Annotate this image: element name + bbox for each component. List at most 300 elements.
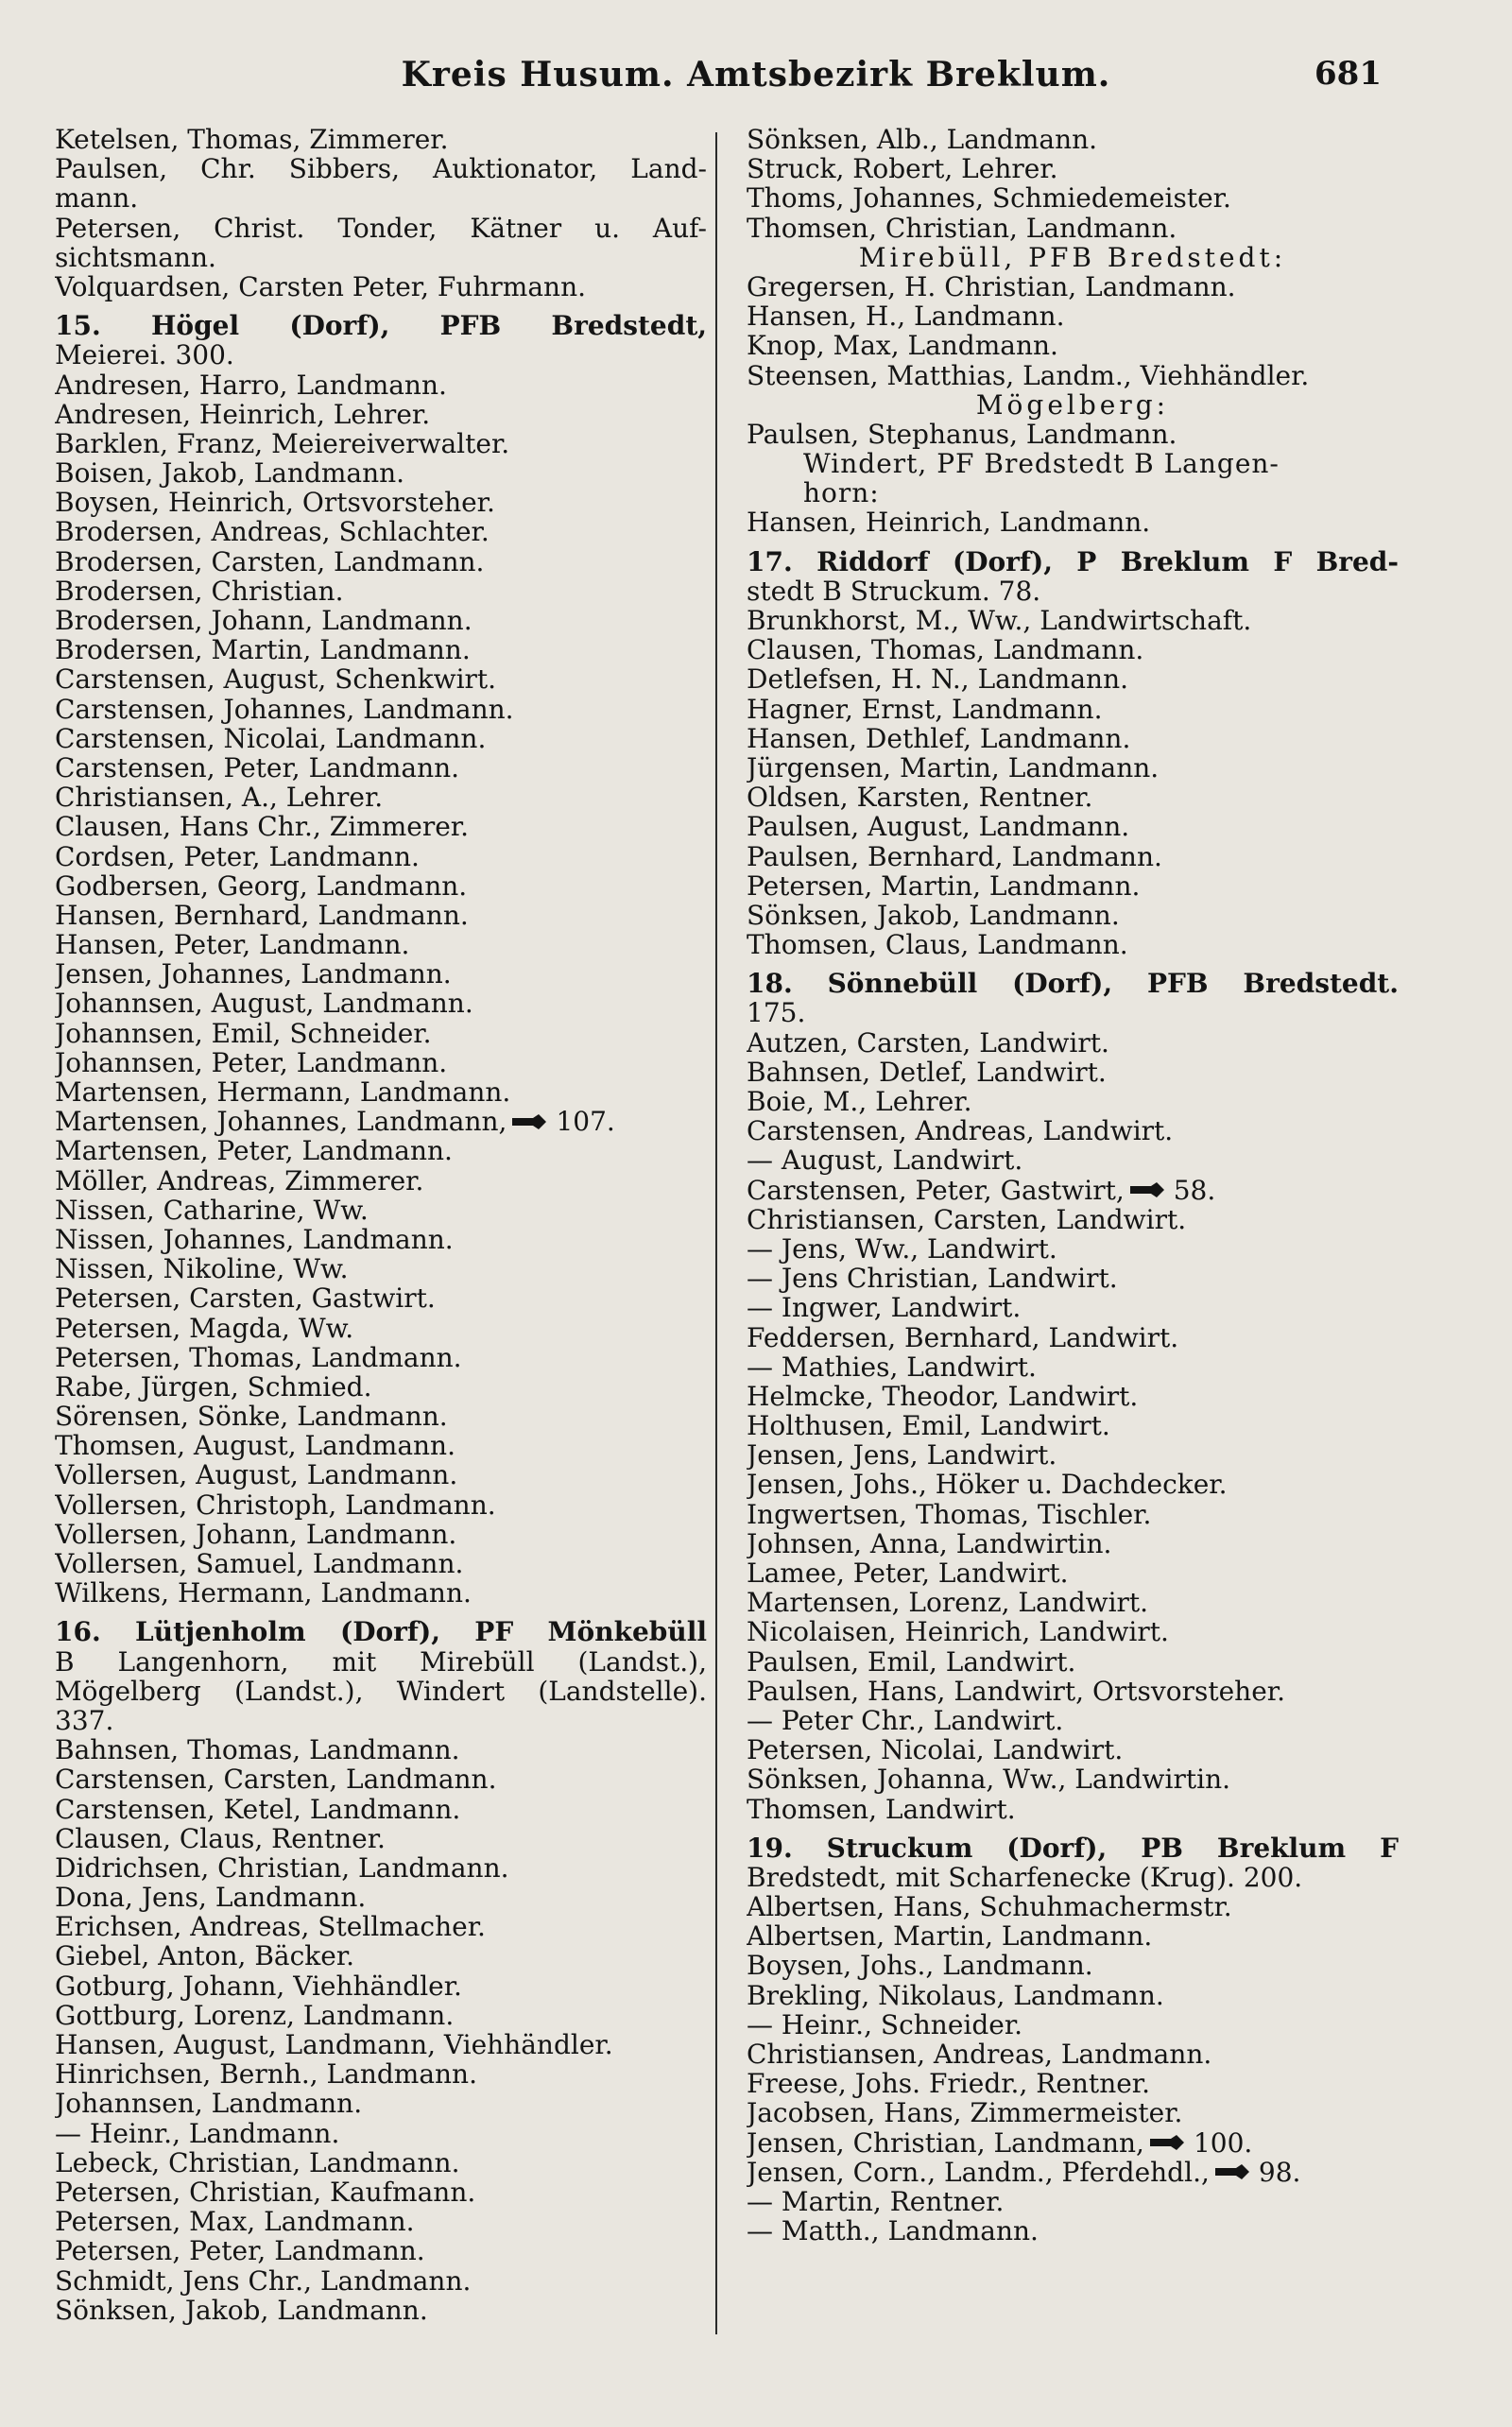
- directory-entry: [55, 1343, 707, 1372]
- entry-text: Brodersen, Martin, Landmann.: [55, 635, 471, 665]
- entry-text: Nissen, Johannes, Landmann.: [55, 1224, 454, 1255]
- entry-text: — Jens, Ww., Landwirt.: [747, 1233, 1057, 1265]
- directory-entry: [55, 1795, 707, 1824]
- entry-text: Christiansen, Carsten, Landwirt.: [747, 1204, 1187, 1234]
- entry-text: Jürgensen, Martin, Landmann.: [747, 752, 1160, 783]
- entry-text: Nissen, Nikoline, Ww.: [55, 1254, 349, 1284]
- directory-entry: [55, 1764, 707, 1794]
- subsection-heading: [747, 478, 1399, 508]
- entry-text: Autzen, Carsten, Landwirt.: [747, 1027, 1109, 1058]
- entry-text: 18. Sönnebüll (Dorf), PFB Bredstedt.: [747, 969, 1399, 999]
- section-heading: [55, 311, 707, 340]
- directory-entry: [55, 2296, 707, 2325]
- entry-text: Struck, Robert, Lehrer.: [747, 154, 1058, 184]
- directory-entry: [55, 1460, 707, 1489]
- directory-entry: [55, 842, 707, 871]
- directory-entry: [747, 1921, 1399, 1951]
- directory-entry: [747, 577, 1399, 606]
- entry-text: Christiansen, A., Lehrer.: [55, 783, 384, 813]
- entry-text: Hansen, H., Landmann.: [747, 301, 1065, 332]
- directory-entry: [747, 871, 1399, 901]
- entry-text: Sörensen, Sönke, Landmann.: [55, 1402, 448, 1432]
- directory-entry: [55, 2177, 707, 2207]
- entry-text: Clausen, Claus, Rentner.: [55, 1823, 386, 1853]
- directory-entry: [55, 154, 707, 183]
- directory-entry: [55, 664, 707, 694]
- entry-text: Rabe, Jürgen, Schmied.: [55, 1371, 372, 1403]
- entry-text: — August, Landwirt.: [747, 1145, 1023, 1176]
- directory-entry: [747, 1647, 1399, 1677]
- directory-entry: [747, 2010, 1399, 2040]
- entry-text: Albertsen, Hans, Schuhmachermstr.: [747, 1892, 1232, 1922]
- entry-text: — Heinr., Landmann.: [55, 2118, 340, 2148]
- directory-entry: [747, 214, 1399, 243]
- entry-text: Ketelsen, Thomas, Zimmerer.: [55, 125, 449, 155]
- entry-text: Nicolaisen, Heinrich, Landwirt.: [747, 1617, 1169, 1647]
- directory-entry: [55, 547, 707, 577]
- directory-entry: [747, 753, 1399, 783]
- directory-entry: [747, 1500, 1399, 1529]
- directory-entry: [747, 1892, 1399, 1921]
- telephone-hand-icon: [1213, 2163, 1251, 2180]
- subsection-heading: [747, 390, 1399, 420]
- entry-text: Bredstedt, mit Scharfenecke (Krug). 200.: [747, 1862, 1303, 1893]
- directory-entry: [55, 1578, 707, 1608]
- column-divider: [715, 132, 717, 2334]
- directory-entry: [55, 753, 707, 783]
- entry-text: Thomsen, Christian, Landmann.: [747, 213, 1177, 243]
- entry-text: Steensen, Matthias, Landm., Viehhändler.: [747, 360, 1310, 390]
- directory-entry: [55, 2266, 707, 2296]
- entry-text: Schmidt, Jens Chr., Landmann.: [55, 2265, 472, 2296]
- entry-text: Petersen, Carsten, Gastwirt.: [55, 1283, 436, 1314]
- telephone-number: 107.: [556, 1107, 615, 1137]
- entry-text: B Langenhorn, mit Mirebüll (Landst.),: [55, 1646, 707, 1677]
- entry-text: Vollersen, August, Landmann.: [55, 1460, 458, 1490]
- entry-text: — Matth., Landmann.: [747, 2216, 1039, 2246]
- directory-entry: [747, 1617, 1399, 1646]
- directory-entry: [55, 2236, 707, 2265]
- directory-entry: [55, 1048, 707, 1077]
- entry-text: Knop, Max, Landmann.: [747, 331, 1058, 361]
- telephone-number: 58.: [1173, 1175, 1216, 1205]
- entry-text: Hagner, Ernst, Landmann.: [747, 694, 1103, 724]
- directory-entry: [747, 331, 1399, 360]
- entry-text: Andresen, Heinrich, Lehrer.: [55, 399, 431, 429]
- directory-entry: [747, 2128, 1399, 2158]
- entry-text: Giebel, Anton, Bäcker.: [55, 1941, 355, 1971]
- directory-entry: [55, 1254, 707, 1283]
- directory-entry: [55, 370, 707, 400]
- entry-text: Thomsen, Landwirt.: [747, 1794, 1016, 1824]
- directory-entry: [747, 1293, 1399, 1322]
- entry-text: Brunkhorst, M., Ww., Landwirtschaft.: [747, 606, 1252, 636]
- directory-entry: [747, 812, 1399, 841]
- section-spacer: [55, 301, 707, 311]
- directory-entry: [747, 1863, 1399, 1892]
- entry-text: Freese, Johs. Friedr., Rentner.: [747, 2069, 1150, 2099]
- directory-entry: [747, 606, 1399, 635]
- directory-entry: [747, 1529, 1399, 1558]
- entry-text: Paulsen, Emil, Landwirt.: [747, 1646, 1076, 1677]
- entry-text: Didrichsen, Christian, Landmann.: [55, 1852, 509, 1884]
- directory-entry: [747, 1981, 1399, 2010]
- entry-text: Thomsen, August, Landmann.: [55, 1431, 455, 1461]
- directory-entry: [55, 1853, 707, 1883]
- directory-entry: [55, 243, 707, 272]
- entry-text: 16. Lütjenholm (Dorf), PF Mönkebüll: [55, 1617, 707, 1647]
- telephone-hand-icon: [1148, 2134, 1186, 2151]
- directory-entry: [747, 272, 1399, 301]
- entry-text: — Jens Christian, Landwirt.: [747, 1264, 1118, 1294]
- telephone-hand-icon: [510, 1113, 548, 1130]
- directory-entry: [747, 2158, 1399, 2187]
- directory-entry: [55, 1136, 707, 1165]
- entry-text: Thomsen, Claus, Landmann.: [747, 930, 1128, 960]
- directory-entry: [55, 1677, 707, 1706]
- directory-entry: [747, 1087, 1399, 1116]
- subsection-heading: [747, 243, 1399, 272]
- directory-entry: [747, 635, 1399, 664]
- entry-text: Godbersen, Georg, Landmann.: [55, 870, 468, 901]
- entry-text: Barklen, Franz, Meiereiverwalter.: [55, 428, 510, 459]
- directory-entry: [747, 1795, 1399, 1824]
- page-number: 681: [1314, 55, 1382, 93]
- telephone-number: 100.: [1193, 2127, 1253, 2158]
- page-title: Kreis Husum. Amtsbezirk Breklum.: [401, 55, 1111, 95]
- directory-entry: [55, 2148, 707, 2177]
- directory-entry: [747, 1145, 1399, 1175]
- entry-text: Sönksen, Alb., Landmann.: [747, 125, 1098, 155]
- directory-entry: [747, 695, 1399, 724]
- directory-entry: [55, 606, 707, 635]
- directory-entry: [55, 1283, 707, 1313]
- entry-text: Brekling, Nikolaus, Landmann.: [747, 1980, 1164, 2010]
- entry-text: Hansen, August, Landmann, Viehhändler.: [55, 2030, 613, 2060]
- directory-entry: [55, 340, 707, 370]
- entry-text: — Heinr., Schneider.: [747, 2009, 1023, 2040]
- directory-entry: [55, 812, 707, 841]
- entry-text: Carstensen, August, Schenkwirt.: [55, 664, 497, 695]
- entry-text: Petersen, Christ. Tonder, Kätner u. Auf-: [55, 213, 707, 243]
- entry-text: Jensen, Johs., Höker u. Dachdecker.: [747, 1470, 1228, 1500]
- directory-entry: [55, 1941, 707, 1971]
- directory-entry: [747, 2069, 1399, 2098]
- entry-text: Petersen, Max, Landmann.: [55, 2207, 415, 2237]
- entry-text: 19. Struckum (Dorf), PB Breklum F: [747, 1833, 1399, 1863]
- entry-text: Ingwertsen, Thomas, Tischler.: [747, 1499, 1152, 1529]
- directory-entry: [747, 2216, 1399, 2246]
- entry-text: Boysen, Heinrich, Ortsvorsteher.: [55, 488, 495, 518]
- directory-entry: [747, 1764, 1399, 1794]
- section-heading: [747, 1833, 1399, 1863]
- directory-entry: [747, 1028, 1399, 1058]
- section-heading: [747, 547, 1399, 577]
- section-heading: [55, 1617, 707, 1646]
- directory-entry: [55, 517, 707, 546]
- directory-entry: [747, 1706, 1399, 1735]
- directory-entry: [55, 183, 707, 213]
- entry-text: — Peter Chr., Landwirt.: [747, 1705, 1064, 1736]
- directory-entry: [55, 1883, 707, 1912]
- entry-text: Brodersen, Carsten, Landmann.: [55, 546, 485, 577]
- entry-text: Gottburg, Lorenz, Landmann.: [55, 2000, 455, 2030]
- entry-text: sichtsmann.: [55, 242, 216, 272]
- directory-entry: [55, 930, 707, 959]
- directory-entry: [55, 959, 707, 989]
- entry-text: Johannsen, Peter, Landmann.: [55, 1047, 448, 1077]
- directory-entry: [55, 1402, 707, 1431]
- entry-text: Thoms, Johannes, Schmiedemeister.: [747, 183, 1231, 214]
- directory-entry: [55, 989, 707, 1018]
- entry-text: Petersen, Peter, Landmann.: [55, 2236, 425, 2266]
- directory-entry: [55, 1166, 707, 1196]
- directory-entry: [747, 783, 1399, 812]
- entry-text: Hinrichsen, Bernh., Landmann.: [55, 2059, 477, 2090]
- directory-entry: [747, 301, 1399, 331]
- entry-text: Holthusen, Emil, Landwirt.: [747, 1411, 1110, 1441]
- entry-text: Volquardsen, Carsten Peter, Fuhrmann.: [55, 271, 586, 302]
- directory-entry: [55, 2207, 707, 2236]
- entry-text: Boysen, Johs., Landmann.: [747, 1951, 1093, 1981]
- entry-text: Hansen, Peter, Landmann.: [55, 930, 410, 960]
- directory-entry: [55, 1520, 707, 1549]
- section-spacer: [747, 1824, 1399, 1833]
- entry-text: Helmcke, Theodor, Landwirt.: [747, 1381, 1139, 1412]
- directory-entry: [55, 1314, 707, 1343]
- entry-text: Jensen, Jens, Landwirt.: [747, 1440, 1057, 1471]
- entry-text: Jensen, Corn., Landm., Pferdehdl.,: [747, 2157, 1210, 2187]
- directory-entry: [55, 1706, 707, 1735]
- left-column: [55, 125, 707, 2325]
- entry-text: Bahnsen, Thomas, Landmann.: [55, 1735, 460, 1765]
- directory-entry: [747, 361, 1399, 390]
- directory-entry: [747, 1176, 1399, 1205]
- directory-entry: [55, 1196, 707, 1225]
- entry-text: Christiansen, Andreas, Landmann.: [747, 2040, 1212, 2070]
- directory-entry: [55, 1735, 707, 1764]
- directory-entry: [747, 1352, 1399, 1382]
- directory-entry: [55, 1019, 707, 1048]
- entry-text: stedt B Struckum. 78.: [747, 576, 1041, 606]
- entry-text: Martensen, Johannes, Landmann,: [55, 1107, 507, 1137]
- entry-text: Petersen, Martin, Landmann.: [747, 870, 1141, 901]
- entry-text: Cordsen, Peter, Landmann.: [55, 841, 420, 871]
- entry-text: Wilkens, Hermann, Landmann.: [55, 1578, 472, 1609]
- entry-text: Feddersen, Bernhard, Landwirt.: [747, 1322, 1179, 1352]
- entry-text: 337.: [55, 1705, 114, 1736]
- entry-text: Johannsen, August, Landmann.: [55, 989, 473, 1019]
- directory-entry: [55, 272, 707, 301]
- entry-text: Petersen, Magda, Ww.: [55, 1313, 354, 1343]
- entry-text: Paulsen, Stephanus, Landmann.: [747, 419, 1177, 450]
- entry-text: Hansen, Dethlef, Landmann.: [747, 723, 1131, 753]
- entry-text: Martensen, Lorenz, Landwirt.: [747, 1588, 1149, 1618]
- directory-entry: [747, 1116, 1399, 1145]
- directory-entry: [55, 125, 707, 154]
- entry-text: Lebeck, Christian, Landmann.: [55, 2147, 460, 2177]
- directory-entry: [55, 400, 707, 429]
- entry-text: Hansen, Bernhard, Landmann.: [55, 900, 469, 931]
- entry-text: Carstensen, Peter, Gastwirt,: [747, 1175, 1125, 1205]
- entry-text: Sönksen, Johanna, Ww., Landwirtin.: [747, 1764, 1230, 1795]
- directory-entry: [55, 429, 707, 458]
- entry-text: Paulsen, Bernhard, Landmann.: [747, 841, 1162, 871]
- directory-entry: [747, 724, 1399, 753]
- directory-entry: [747, 1205, 1399, 1234]
- entry-text: Carstensen, Andreas, Landwirt.: [747, 1116, 1174, 1146]
- directory-entry: [55, 577, 707, 606]
- entry-text: horn:: [803, 478, 880, 508]
- directory-entry: [55, 783, 707, 812]
- directory-entry: [747, 1558, 1399, 1588]
- directory-entry: [747, 664, 1399, 694]
- section-spacer: [55, 1608, 707, 1617]
- directory-entry: [55, 2119, 707, 2148]
- section-spacer: [747, 959, 1399, 969]
- entry-text: Mögelberg:: [975, 389, 1170, 420]
- directory-entry: [747, 1323, 1399, 1352]
- directory-entry: [55, 1372, 707, 1402]
- directory-entry: [55, 1225, 707, 1254]
- directory-entry: [747, 1411, 1399, 1440]
- entry-text: Vollersen, Samuel, Landmann.: [55, 1549, 464, 1579]
- directory-entry: [55, 214, 707, 243]
- entry-text: Carstensen, Carsten, Landmann.: [55, 1764, 497, 1795]
- directory-entry: [747, 1382, 1399, 1411]
- entry-text: Mirebüll, PFB Bredstedt:: [858, 242, 1287, 272]
- directory-entry: [747, 125, 1399, 154]
- entry-text: Hansen, Heinrich, Landmann.: [747, 508, 1151, 538]
- telephone-number: 98.: [1258, 2157, 1301, 2187]
- directory-entry: [747, 1470, 1399, 1499]
- directory-entry: [747, 1234, 1399, 1264]
- entry-text: Sönksen, Jakob, Landmann.: [747, 900, 1120, 931]
- entry-text: Martensen, Hermann, Landmann.: [55, 1077, 511, 1108]
- entry-text: Windert, PF Bredstedt B Langen-: [803, 449, 1280, 479]
- directory-entry: [55, 724, 707, 753]
- section-spacer: [747, 538, 1399, 547]
- entry-text: Johannsen, Landmann.: [55, 2089, 363, 2119]
- entry-text: Erichsen, Andreas, Stellmacher.: [55, 1912, 486, 1942]
- entry-text: Boisen, Jakob, Landmann.: [55, 458, 405, 489]
- entry-text: Jacobsen, Hans, Zimmermeister.: [747, 2098, 1183, 2128]
- entry-text: Jensen, Christian, Landmann,: [747, 2127, 1144, 2158]
- telephone-hand-icon: [1128, 1181, 1166, 1198]
- directory-entry: [747, 930, 1399, 959]
- directory-entry: [747, 154, 1399, 183]
- directory-entry: [55, 458, 707, 488]
- entry-text: Detlefsen, H. N., Landmann.: [747, 664, 1129, 695]
- directory-entry: [747, 1677, 1399, 1706]
- directory-entry: [747, 183, 1399, 213]
- entry-text: Clausen, Thomas, Landmann.: [747, 635, 1144, 665]
- entry-text: Sönksen, Jakob, Landmann.: [55, 2295, 428, 2325]
- entry-text: Nissen, Catharine, Ww.: [55, 1195, 369, 1225]
- directory-entry: [747, 1264, 1399, 1293]
- directory-entry: [747, 1951, 1399, 1980]
- entry-text: — Ingwer, Landwirt.: [747, 1293, 1022, 1323]
- entry-text: Johannsen, Emil, Schneider.: [55, 1018, 432, 1048]
- directory-entry: [747, 1440, 1399, 1470]
- entry-text: Oldsen, Karsten, Rentner.: [747, 783, 1093, 813]
- directory-entry: [55, 1971, 707, 2001]
- directory-entry: [55, 1824, 707, 1853]
- directory-entry: [55, 2030, 707, 2059]
- directory-entry: [747, 1588, 1399, 1617]
- entry-text: 175.: [747, 998, 806, 1028]
- directory-entry: [747, 508, 1399, 537]
- entry-text: Carstensen, Ketel, Landmann.: [55, 1794, 461, 1824]
- directory-entry: [747, 842, 1399, 871]
- entry-text: Petersen, Thomas, Landmann.: [55, 1342, 462, 1372]
- directory-entry: [747, 2187, 1399, 2216]
- directory-entry: [55, 1077, 707, 1107]
- entry-text: Petersen, Nicolai, Landwirt.: [747, 1735, 1124, 1765]
- directory-entry: [55, 901, 707, 930]
- directory-entry: [55, 2001, 707, 2030]
- entry-text: Gregersen, H. Christian, Landmann.: [747, 271, 1236, 302]
- directory-entry: [55, 1431, 707, 1460]
- directory-entry: [55, 695, 707, 724]
- entry-text: Boie, M., Lehrer.: [747, 1087, 972, 1117]
- directory-entry: [55, 1490, 707, 1520]
- entry-text: Brodersen, Christian.: [55, 576, 344, 606]
- directory-entry: [747, 420, 1399, 449]
- entry-text: Vollersen, Christoph, Landmann.: [55, 1489, 496, 1520]
- page-header: [0, 55, 1512, 104]
- entry-text: 15. Högel (Dorf), PFB Bredstedt,: [55, 311, 707, 341]
- directory-entry: [747, 1058, 1399, 1087]
- entry-text: Bahnsen, Detlef, Landwirt.: [747, 1057, 1107, 1087]
- entry-text: Carstensen, Peter, Landmann.: [55, 752, 460, 783]
- entry-text: 17. Riddorf (Dorf), P Breklum F Bred-: [747, 546, 1399, 577]
- right-column: [747, 125, 1399, 2246]
- entry-text: Dona, Jens, Landmann.: [55, 1883, 367, 1913]
- directory-entry: [55, 1549, 707, 1578]
- entry-text: Gotburg, Johann, Viehhändler.: [55, 1971, 462, 2001]
- directory-entry: [747, 998, 1399, 1027]
- entry-text: — Martin, Rentner.: [747, 2186, 1005, 2217]
- directory-entry: [55, 488, 707, 517]
- directory-entry: [55, 1912, 707, 1941]
- entry-text: Petersen, Christian, Kaufmann.: [55, 2177, 476, 2208]
- entry-text: Mögelberg (Landst.), Windert (Landstelle).: [55, 1676, 707, 1706]
- entry-text: — Mathies, Landwirt.: [747, 1351, 1037, 1382]
- entry-text: Brodersen, Johann, Landmann.: [55, 606, 472, 636]
- directory-entry: [55, 1107, 707, 1136]
- entry-text: Paulsen, Chr. Sibbers, Auktionator, Land-: [55, 154, 707, 184]
- directory-entry: [55, 1647, 707, 1677]
- directory-entry: [55, 635, 707, 664]
- entry-text: Paulsen, August, Landmann.: [747, 812, 1130, 842]
- entry-text: Clausen, Hans Chr., Zimmerer.: [55, 812, 470, 842]
- entry-text: Lamee, Peter, Landwirt.: [747, 1558, 1069, 1589]
- entry-text: Andresen, Harro, Landmann.: [55, 370, 447, 400]
- entry-text: Vollersen, Johann, Landmann.: [55, 1519, 457, 1549]
- directory-entry: [55, 2059, 707, 2089]
- entry-text: Carstensen, Johannes, Landmann.: [55, 694, 514, 724]
- entry-text: Johnsen, Anna, Landwirtin.: [747, 1528, 1112, 1558]
- directory-entry: [55, 2089, 707, 2118]
- directory-entry: [55, 871, 707, 901]
- entry-text: Carstensen, Nicolai, Landmann.: [55, 723, 487, 753]
- entry-text: Jensen, Johannes, Landmann.: [55, 959, 452, 990]
- entry-text: Albertsen, Martin, Landmann.: [747, 1921, 1153, 1952]
- entry-text: mann.: [55, 183, 139, 214]
- section-heading: [747, 969, 1399, 998]
- directory-entry: [747, 2040, 1399, 2069]
